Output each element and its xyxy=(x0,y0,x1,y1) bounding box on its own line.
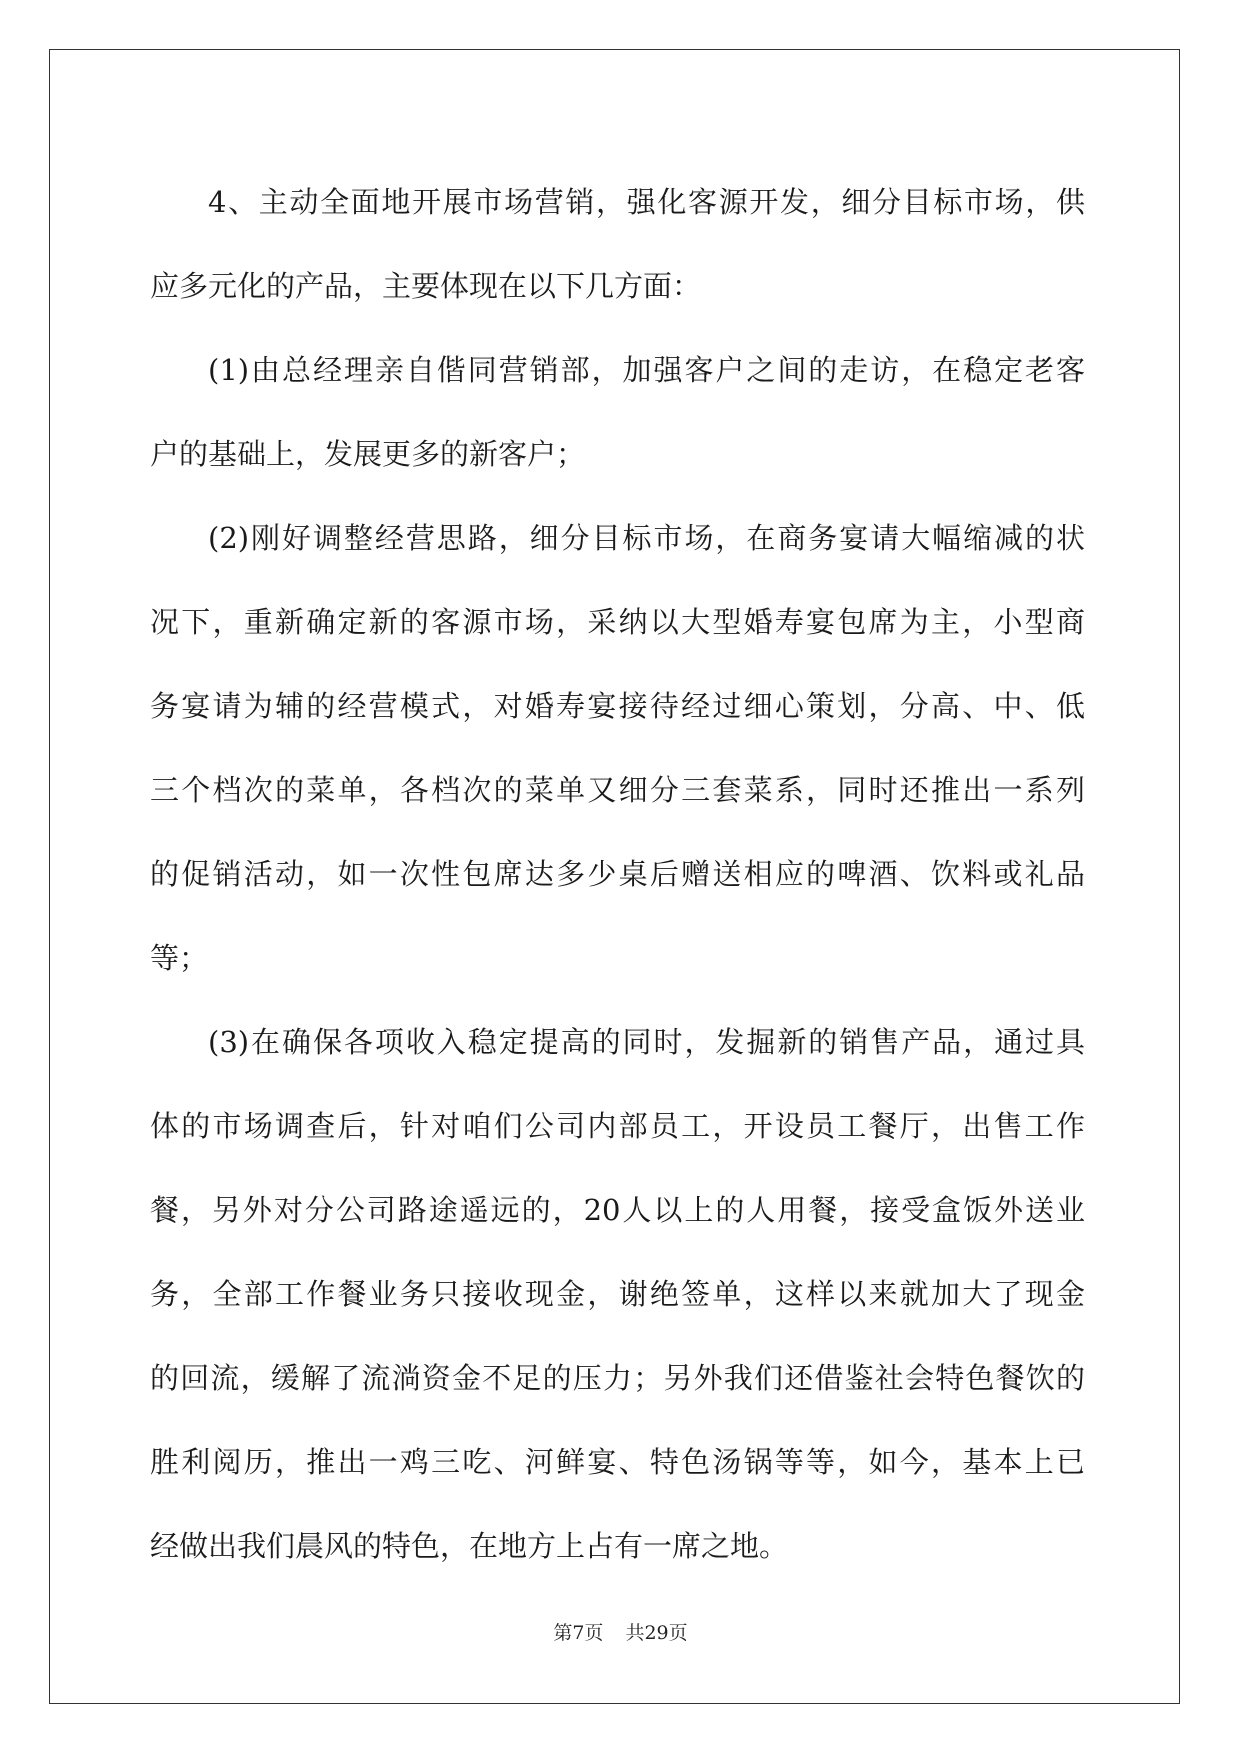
text-line xyxy=(150,328,1085,412)
text-line-content: 况下，重新确定新的客源市场，采纳以大型婚寿宴包席为主，小型商 xyxy=(150,605,1085,639)
text-line-content: 体的市场调查后，针对咱们公司内部员工，开设员工餐厅，出售工作 xyxy=(150,1109,1085,1143)
text-line-content: (1)由总经理亲自偕同营销部，加强客户之间的走访，在稳定老客 xyxy=(208,353,1085,387)
text-line xyxy=(150,1168,1085,1252)
text-line-content: 应多元化的产品，主要体现在以下几方面： xyxy=(150,269,702,303)
text-line xyxy=(150,1420,1085,1504)
text-line xyxy=(150,1336,1085,1420)
text-line-content: 餐，另外对分公司路途遥远的，20人以上的人用餐，接受盒饭外送业 xyxy=(150,1193,1085,1227)
text-line-content: 胜利阅历，推出一鸡三吃、河鲜宴、特色汤锅等等，如今，基本上已 xyxy=(150,1445,1085,1479)
page-number: 第7页 xyxy=(553,1622,604,1644)
paragraph-3 xyxy=(150,496,1085,1000)
text-line xyxy=(150,664,1085,748)
text-line-content: 经做出我们晨风的特色，在地方上占有一席之地。 xyxy=(150,1529,789,1563)
paragraph-2 xyxy=(150,328,1085,496)
paragraph-4 xyxy=(150,1000,1085,1588)
text-line-content: 等； xyxy=(150,941,209,975)
text-line xyxy=(150,580,1085,664)
text-line xyxy=(150,412,1085,496)
text-line-content: 的促销活动，如一次性包席达多少桌后赠送相应的啤酒、饮料或礼品 xyxy=(150,857,1085,891)
text-line-content: 户的基础上，发展更多的新客户； xyxy=(150,437,586,471)
text-line xyxy=(150,496,1085,580)
text-line xyxy=(150,916,1085,1000)
text-line xyxy=(150,1000,1085,1084)
text-line xyxy=(150,244,1085,328)
document-body xyxy=(150,160,1085,1588)
text-line-content: 务宴请为辅的经营模式，对婚寿宴接待经过细心策划，分高、中、低 xyxy=(150,689,1085,723)
text-line-content: 务，全部工作餐业务只接收现金，谢绝签单，这样以来就加大了现金 xyxy=(150,1277,1085,1311)
text-line xyxy=(150,160,1085,244)
text-line xyxy=(150,748,1085,832)
text-line-content: (3)在确保各项收入稳定提高的同时，发掘新的销售产品，通过具 xyxy=(208,1025,1085,1059)
text-line-content: 的回流，缓解了流淌资金不足的压力；另外我们还借鉴社会特色餐饮的 xyxy=(150,1361,1085,1395)
text-line-content: 三个档次的菜单，各档次的菜单又细分三套菜系，同时还推出一系列 xyxy=(150,773,1085,807)
text-line xyxy=(150,1252,1085,1336)
text-line-content: 4、主动全面地开展市场营销，强化客源开发，细分目标市场，供 xyxy=(208,185,1085,219)
text-line-content: (2)刚好调整经营思路，细分目标市场，在商务宴请大幅缩减的状 xyxy=(208,521,1085,555)
page-footer xyxy=(0,1618,1241,1645)
paragraph-1 xyxy=(150,160,1085,328)
text-line xyxy=(150,1504,1085,1588)
text-line xyxy=(150,1084,1085,1168)
text-line xyxy=(150,832,1085,916)
page-total: 共29页 xyxy=(625,1622,688,1644)
